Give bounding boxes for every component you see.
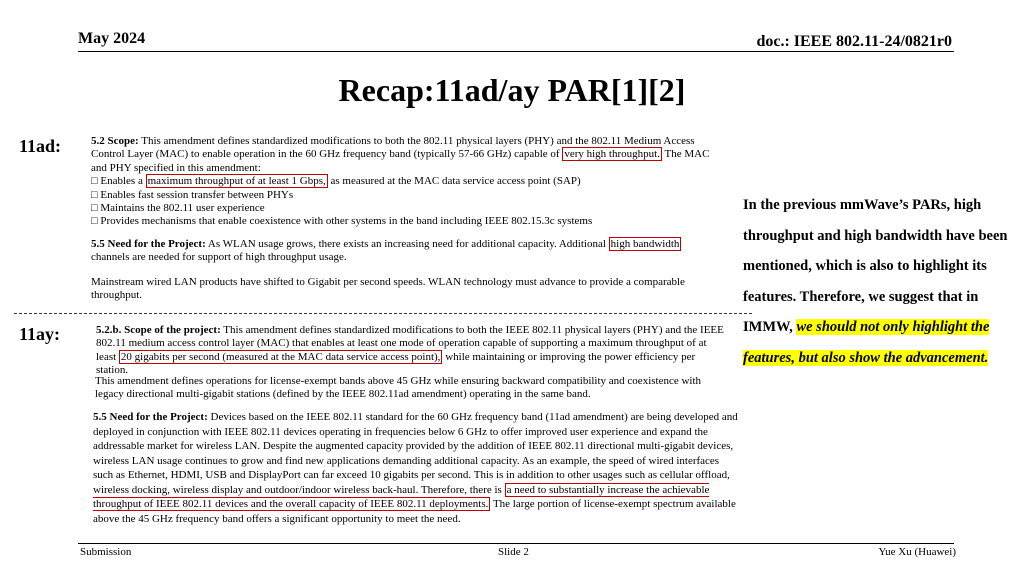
label-11ad: 11ad: [19,136,62,156]
header-date: May 2024 [78,30,146,47]
ay-need-block: 5.5 Need for the Project: Devices based on the IEEE 802.11 standard for the 60 GHz frequency band (11ad amendment) are being developed and deployed in conjunction with IEEE 802.11 devices operating in frequencies below 6 GHz to offer improved user experience and expand the addressable market for wireless LAN. Despite the augmented capacity provided by the addition of IEEE 802.11 directional multi-gigabit devices, wireless LAN usage continues to grow and find new applications demanding additional capacity. As an example, the speed of wired interfaces such as Ethernet, HDMI, USB and DisplayPort can far exceed 10 gigabits per second. This is in addition to other usages such as cellular offload, wireless docking, wireless display and outdoor/indoor wireless back-haul. Therefore, there is a need to substantially increase the achievable throughput of IEEE 802.11 devices and the overall capacity of IEEE 802.11 deployments. The large portion of license-exempt spectrum available above the 45 GHz frequency band offers a significant opportunity to meet the need. [93,411,738,525]
ay-need-highlight-box: a need to substantially increase the achievable throughput of IEEE 802.11 devices and the overall capacity of IEEE 802.11 deployments. [93,483,710,510]
ad-scope-heading: 5.2 Scope: [91,135,139,147]
header-rule [78,51,954,52]
side-text: In the previous mmWave’s PARs, high throughput and high bandwidth have been mentioned, which is also to highlight its features. Therefore, we suggest that in IMMW, [743,197,1008,335]
section-separator [14,313,752,314]
header-doc-id: doc.: IEEE 802.11-24/0821r0 [756,33,952,50]
ad-bullet-1: □ Enables a maximum throughput of at least 1 Gbps, as measured at the MAC data service access point (SAP) [91,175,581,188]
ad-scope-block [91,135,716,229]
ad-bullet-2: □ Enables fast session transfer between PHYs [91,188,294,201]
label-11ay: 11ay: [19,324,61,344]
footer-rule [78,543,954,544]
ad-need-highlight-box: high bandwidth [610,238,680,250]
footer-author: Yue Xu (Huawei) [878,546,956,558]
ad-scope-text: This amendment defines standardized modifications to both the 802.11 physical layers (PHY) and the 802.11 Medium Access Control Layer (MAC) to enable operation in the 60 GHz frequency band (typically 57-66 GHz) capable of [91,135,695,161]
footer-submission: Submission [80,546,132,558]
ad-need-paragraph-2: Mainstream wired LAN products have shifted to Gigabit per second speeds. WLAN technology must advance to provide a comparable throughput. [91,276,685,302]
ad-scope-text-2: The MAC and PHY specified in this amendment: [91,148,710,174]
side-commentary [743,190,1019,373]
ad-bullet-4: □ Provides mechanisms that enable coexistence with other systems in the band including IEEE 802.15.3c systems [91,215,593,228]
ay-scope-highlight-box: 20 gigabits per second (measured at the MAC data service access point), [120,350,441,363]
footer-slide-number: Slide 2 [498,546,529,558]
side-highlighted-text: we should not only highlight the features, but also show the advancement. [743,319,990,366]
ad-bullet-1-box: maximum throughput of at least 1 Gbps, [147,175,326,188]
slide-title: Recap:11ad/ay PAR[1][2] [338,72,686,108]
ad-need-heading: 5.5 Need for the Project: [91,238,206,250]
ay-scope-heading: 5.2.b. Scope of the project: [96,324,221,336]
ay-scope-block: 5.2.b. Scope of the project: This amendment defines standardized modifications to both the IEEE 802.11 physical layers (PHY) and the IEEE 802.11 medium access control layer (MAC) that enables at least one mode of operation capable of supporting a maximum throughput of at least 20 gigabits per second (measured at the MAC data service access point), while maintaining or improving the power efficiency per station. [96,324,724,377]
ay-need-heading: 5.5 Need for the Project: [93,411,208,423]
ad-need-block: 5.5 Need for the Project: As WLAN usage grows, there exists an increasing need for additional capacity. Additional high bandwidth channels are needed for support of high throughput usage. [91,238,680,264]
ad-scope-highlight-box: very high throughput. [564,148,660,161]
ay-scope-paragraph-2: This amendment defines operations for license-exempt bands above 45 GHz while ensuring backward compatibility and coexistence with legacy directional multi-gigabit stations (defined by the IEEE 802.11ad amendment) operating in the same band. [95,375,702,401]
ad-bullet-3: □ Maintains the 802.11 user experience [91,202,265,215]
